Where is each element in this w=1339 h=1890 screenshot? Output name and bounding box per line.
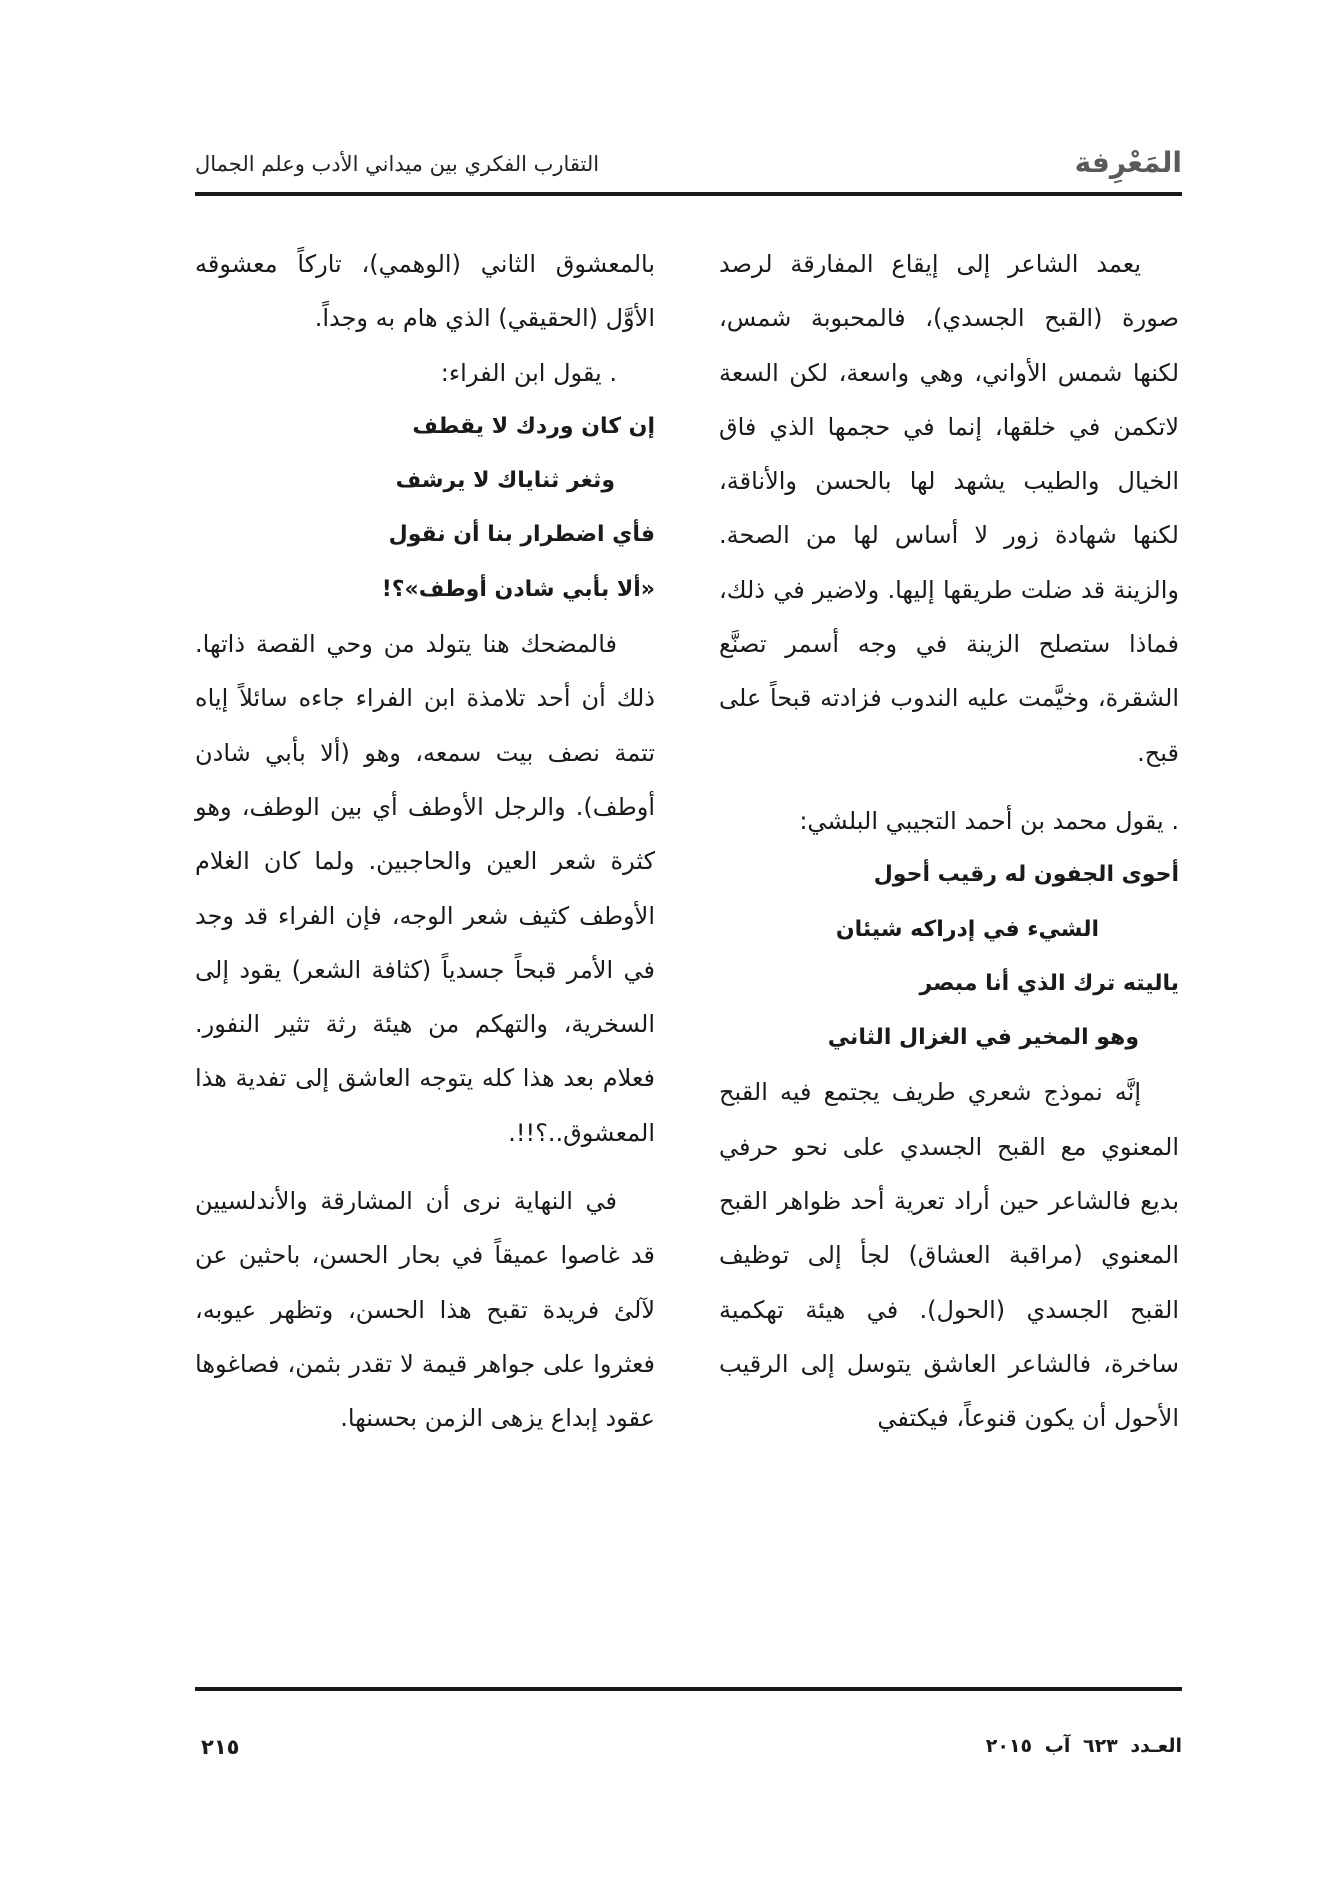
left-column <box>195 237 655 1446</box>
poem-verse: إن كان وردك لا يقطف <box>412 413 655 439</box>
poem-verse: ياليته ترك الذي أنا مبصر <box>919 970 1179 996</box>
header-rule <box>195 192 1182 196</box>
poem-verse: وهو المخير في الغزال الثاني <box>827 1025 1139 1051</box>
paragraph: في النهاية نرى أن المشارقة والأندلسيين قد غاصوا عميقاً في بحار الحسن، باحثين عن لآلئ فريدة تقبح هذا الحسن، وتظهر عيوبه، فعثروا على جواهر قيمة لا تقدر بثمن، فصاغوها عقود إبداع يزهى الزمن بحسنها. <box>195 1187 655 1433</box>
quote-intro: . يقول محمد بن أحمد التجيبي البلشي: <box>799 806 1179 835</box>
paragraph: فالمضحك هنا يتولد من وحي القصة ذاتها. ذلك أن أحد تلامذة ابن الفراء جاءه سائلاً إياه تتمة نصف بيت سمعه، وهو (ألا بأبي شادن أوطف). والرجل الأوطف أي بين الوطف، وهو كثرة شعر العين والحاجبين. ولما كان الغلام الأوطف كثيف شعر الوجه، فإن الفراء قد وجد في الأمر قبحاً جسدياً (كثافة الشعر) يقود إلى السخرية، والتهكم من هيئة رثة تثير النفور. فعلام بعد هذا كله يتوجه العاشق إلى تفدية هذا المعشوق..؟!!. <box>195 630 655 1147</box>
paragraph: يعمد الشاعر إلى إيقاع المفارقة لرصد صورة (القبح الجسدي)، فالمحبوبة شمس، لكنها شمس الأواني، وهي واسعة، لكن السعة لاتكمن في خلقها، إنما في حجمها الذي فاق الخيال والطيب يشهد لها بالحسن والأناقة، لكنها شهادة زور لا أساس لها من الصحة. والزينة قد ضلت طريقها إليها. ولاضير في ذلك، فماذا ستصلح الزينة في وجه أسمر تصنَّع الشقرة، وخيَّمت عليه الندوب فزادته قبحاً على قبح. <box>719 250 1179 767</box>
paragraph: بالمعشوق الثاني (الوهمي)، تاركاً معشوقه الأوَّل (الحقيقي) الذي هام به وجداً. <box>195 250 655 333</box>
magazine-logo: المَعْرِفة <box>1074 146 1182 179</box>
poem-verse: «ألا بأبي شادن أوطف»؟! <box>381 576 655 602</box>
poem-verse: فأي اضطرار بنا أن نقول <box>388 522 655 548</box>
poem-verse: الشيء في إدراكه شيئان <box>835 916 1099 942</box>
quote-intro: . يقول ابن الفراء: <box>440 358 617 387</box>
right-column <box>719 237 1179 1446</box>
page-header <box>195 146 1182 190</box>
running-title: التقارب الفكري بين ميداني الأدب وعلم الجمال <box>195 152 600 176</box>
footer-rule <box>195 1687 1182 1691</box>
page-footer <box>195 1735 1182 1765</box>
paragraph: إنَّه نموذج شعري طريف يجتمع فيه القبح المعنوي مع القبح الجسدي على نحو حرفي بديع فالشاعر حين أراد تعرية أحد ظواهر القبح المعنوي (مراقبة العشاق) لجأ إلى توظيف القبح الجسدي (الحول). في هيئة تهكمية ساخرة، فالشاعر العاشق يتوسل إلى الرقيب الأحول أن يكون قنوعاً، فيكتفي <box>719 1078 1179 1433</box>
issue-info: العـدد ٦٢٣ آب ٢٠١٥ <box>985 1735 1182 1757</box>
poem-verse: أحوى الجفون له رقيب أحول <box>873 862 1179 888</box>
poem-verse: وثغر ثناياك لا يرشف <box>395 468 615 494</box>
page-number: ٢١٥ <box>201 1735 240 1759</box>
